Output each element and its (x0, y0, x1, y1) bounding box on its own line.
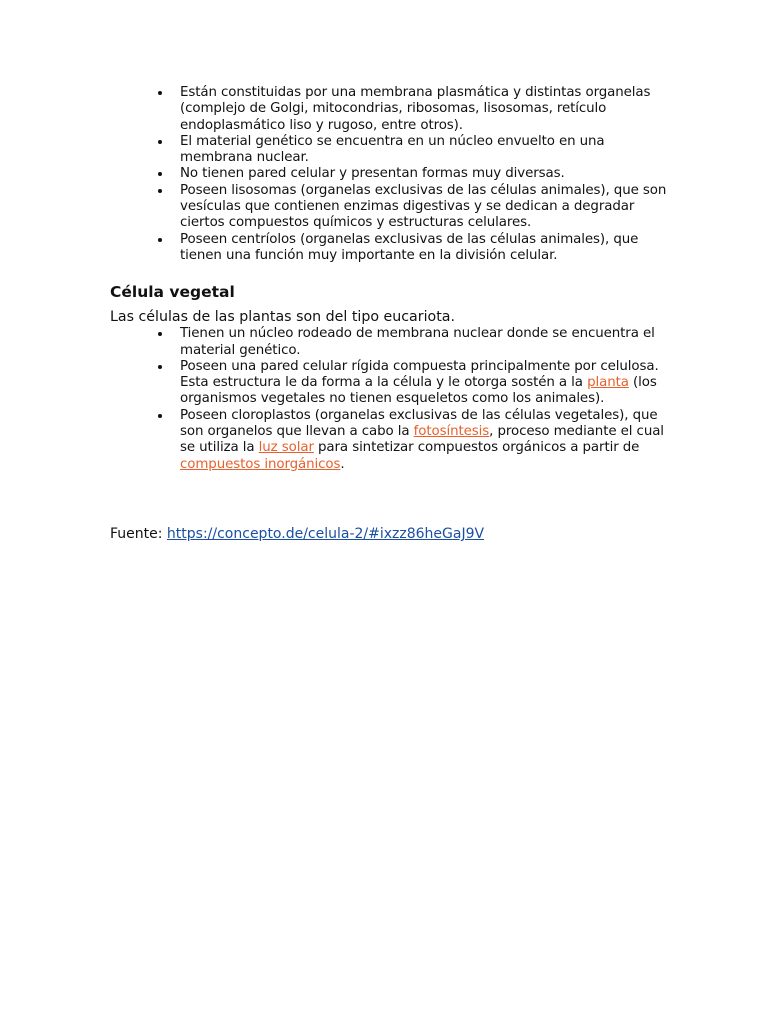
list-item (180, 134, 670, 167)
bullet-icon (158, 189, 162, 193)
list-item-text: Están constituidas por una membrana plasmática y distintas organelas (complejo de Golgi, mitocondrias, ribosomas, lisosomas, retículo endoplasmático liso y rugoso, entre otros). (180, 85, 651, 133)
list-item-text: Tienen un núcleo rodeado de membrana nuclear donde se encuentra el material genético. (180, 326, 655, 358)
planta-link[interactable]: planta (587, 375, 629, 391)
list-item-text: El material genético se encuentra en un núcleo envuelto en una membrana nuclear. (180, 133, 605, 166)
section-title: Célula vegetal (110, 283, 235, 302)
source-link[interactable]: https://concepto.de/celula-2/#ixzz86heGaJ9V (166, 525, 485, 542)
list-item-text: No tienen pared celular y presentan formas muy diversas. (180, 166, 565, 182)
list-item-text: para sintetizar compuestos orgánicos a partir de (313, 440, 640, 456)
source-line (110, 525, 670, 543)
bullet-icon (158, 365, 162, 369)
plant-cell-list (110, 326, 670, 473)
list-item (180, 85, 670, 134)
source-label: Fuente: (110, 525, 167, 542)
compuestos-inorganicos-link[interactable]: compuestos inorgánicos (180, 456, 341, 472)
section-intro: Las células de las plantas son del tipo eucariota. (110, 309, 455, 326)
bullet-icon (158, 91, 162, 95)
list-item-text: . (340, 456, 345, 472)
list-item-text: Poseen cloroplastos (organelas exclusivas de las células vegetales), que son organelos que llevan a cabo la (180, 407, 658, 440)
luz-solar-link[interactable]: luz solar (258, 440, 314, 456)
list-item (180, 408, 670, 473)
list-item-text: Poseen una pared celular rígida compuesta principalmente por celulosa. Esta estructura le da forma a la célula y le otorga sostén a la (180, 358, 659, 391)
bullet-icon (158, 332, 162, 336)
list-item-text: (los organismos vegetales no tienen esqueletos como los animales). (180, 375, 657, 407)
list-item (180, 166, 670, 182)
bullet-icon (158, 172, 162, 176)
list-item (180, 183, 670, 232)
bullet-icon (158, 140, 162, 144)
list-item (180, 326, 670, 359)
animal-cell-list (110, 85, 670, 264)
list-item-text: , proceso mediante el cual se utiliza la (180, 424, 664, 456)
list-item-text: Poseen lisosomas (organelas exclusivas de las células animales), que son vesículas que contienen enzimas digestivas y se dedican a degradar ciertos compuestos químicos y estructuras celulares. (180, 182, 667, 231)
bullet-icon (158, 238, 162, 242)
bullet-icon (158, 414, 162, 418)
list-item-text: Poseen centríolos (organelas exclusivas de las células animales), que tienen una función muy importante en la división celular. (180, 231, 639, 263)
list-item (180, 359, 670, 408)
document-content (110, 85, 670, 543)
list-item (180, 232, 670, 265)
fotosintesis-link[interactable]: fotosíntesis (413, 424, 490, 440)
